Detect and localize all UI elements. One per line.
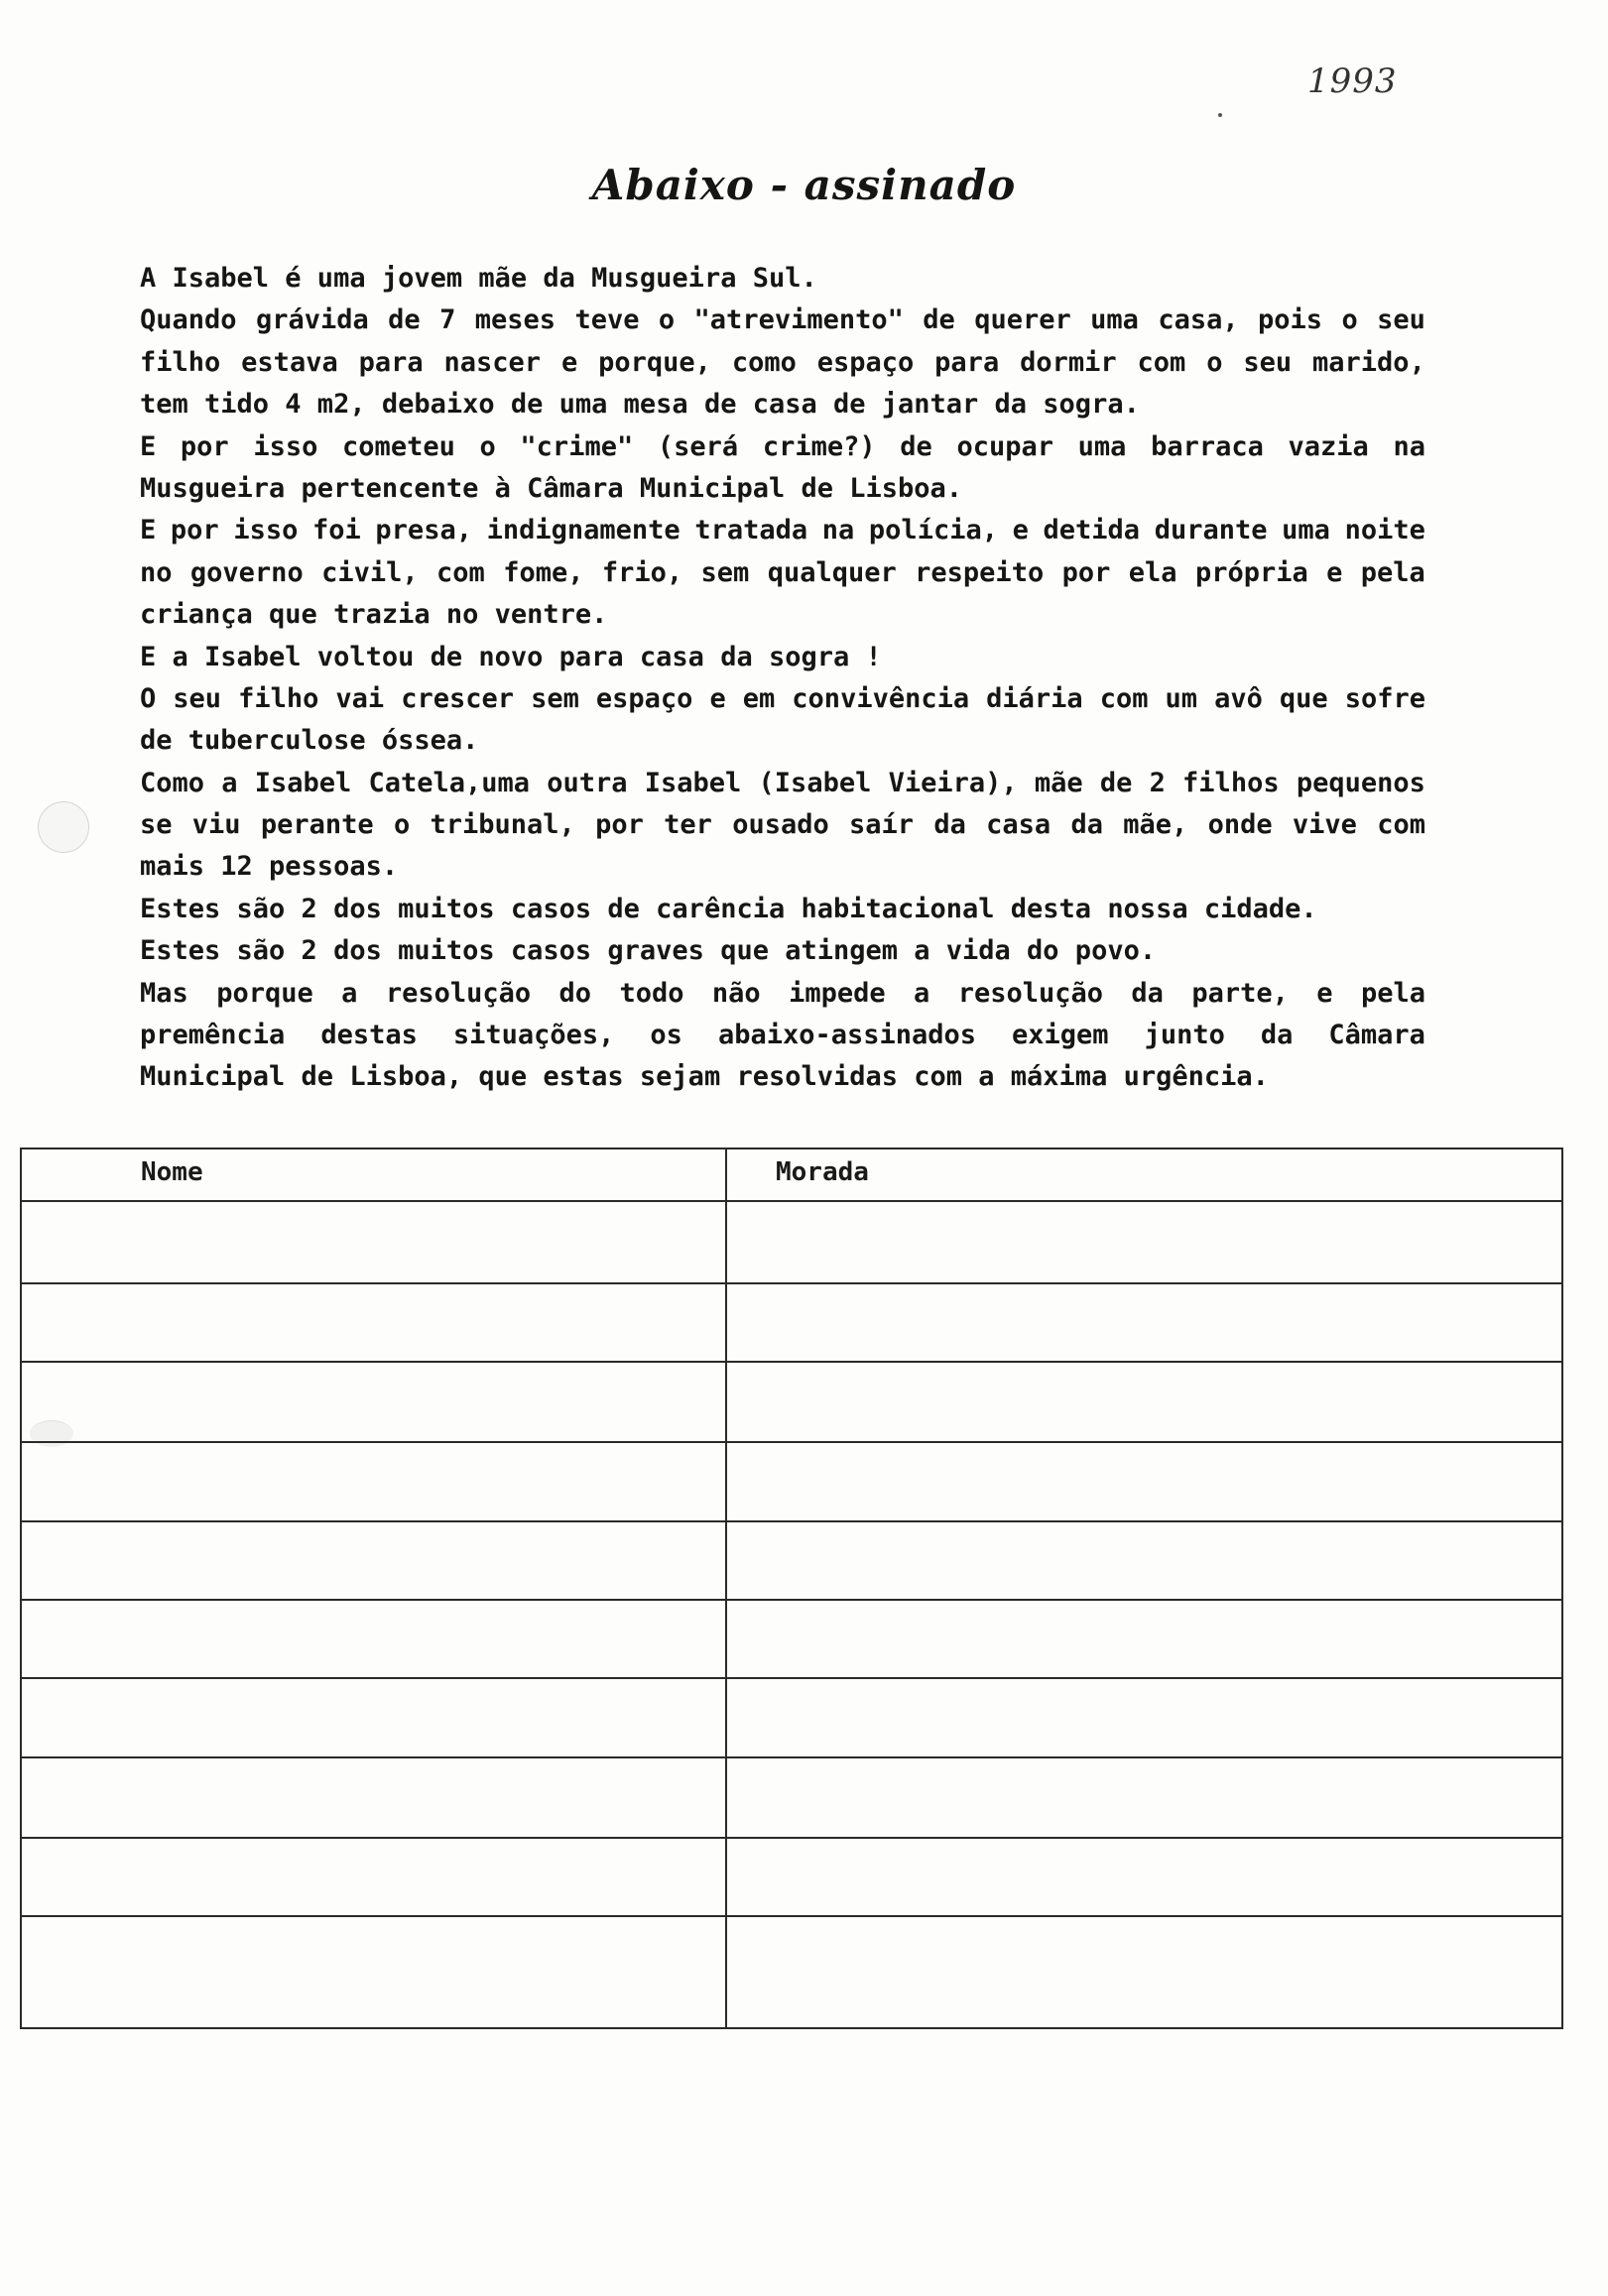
body-word: a bbox=[221, 767, 238, 798]
handwritten-year: 1993 bbox=[1307, 61, 1398, 101]
body-word: dormir bbox=[1020, 346, 1117, 378]
body-word: com bbox=[436, 556, 485, 588]
body-word: uma bbox=[1077, 430, 1127, 462]
body-word: foi bbox=[312, 515, 361, 546]
body-word: frio, bbox=[601, 556, 683, 588]
body-word: por bbox=[180, 430, 229, 462]
body-word: no bbox=[140, 556, 173, 588]
body-word: barraca bbox=[1151, 430, 1264, 462]
body-word: Como bbox=[140, 767, 205, 798]
signature-name-cell[interactable] bbox=[22, 1522, 725, 1599]
body-word: saír bbox=[849, 809, 915, 841]
body-word: ter bbox=[664, 809, 712, 841]
body-word: um bbox=[1165, 682, 1198, 714]
body-word: estava bbox=[241, 346, 338, 378]
body-word: Isabel bbox=[254, 767, 352, 798]
body-word: abaixo-assinados bbox=[717, 1020, 977, 1051]
body-word: o bbox=[658, 304, 676, 336]
body-word: e bbox=[709, 682, 726, 714]
body-word: avô bbox=[1214, 682, 1263, 714]
body-word: própria bbox=[1194, 556, 1308, 588]
body-word: governo bbox=[189, 556, 304, 588]
signature-name-cell[interactable] bbox=[22, 1758, 725, 1837]
body-word: para bbox=[358, 346, 424, 378]
body-word: viu bbox=[191, 809, 241, 841]
signature-address-cell[interactable] bbox=[727, 1284, 1561, 1361]
body-word: o bbox=[393, 809, 411, 841]
body-word: seu bbox=[173, 682, 222, 714]
body-word: da bbox=[1131, 977, 1164, 1009]
signature-name-cell[interactable] bbox=[22, 1202, 725, 1282]
body-word: (será bbox=[657, 430, 739, 462]
body-word: onde bbox=[1207, 809, 1273, 841]
body-word: filhos bbox=[1182, 767, 1280, 798]
body-word: O bbox=[140, 682, 157, 714]
body-word: situações, bbox=[452, 1020, 615, 1051]
body-word: na bbox=[821, 515, 855, 546]
petition-body bbox=[140, 258, 1425, 1099]
body-word: "atrevimento" bbox=[693, 304, 904, 336]
body-word: que bbox=[1279, 682, 1328, 714]
body-line: de tuberculose óssea. bbox=[140, 725, 479, 757]
body-line: tem tido 4 m2, debaixo de uma mesa de casa de jantar da sogra. bbox=[140, 389, 1140, 421]
body-word: (Isabel bbox=[758, 767, 872, 798]
body-line: criança que trazia no ventre. bbox=[140, 599, 608, 631]
body-word: tratada bbox=[694, 515, 808, 546]
body-word: da bbox=[1070, 809, 1103, 841]
body-word: crescer bbox=[401, 682, 515, 714]
body-word: mãe, bbox=[1123, 809, 1188, 841]
body-word: Quando bbox=[140, 304, 237, 336]
body-word: uma bbox=[1090, 304, 1139, 336]
body-line bbox=[140, 763, 1425, 804]
body-word: por bbox=[595, 809, 644, 841]
body-word: sofre bbox=[1344, 682, 1425, 714]
body-word: E bbox=[140, 515, 157, 546]
signature-name-cell[interactable] bbox=[22, 1679, 725, 1756]
body-word: seu bbox=[1377, 304, 1425, 336]
body-word: o bbox=[1206, 346, 1223, 378]
body-line: mais 12 pessoas. bbox=[140, 851, 399, 883]
body-word: seu bbox=[1243, 346, 1293, 378]
body-word: com bbox=[1099, 682, 1149, 714]
body-word: ocupar bbox=[956, 430, 1053, 462]
body-word: presa, bbox=[375, 515, 472, 546]
body-word: noite bbox=[1344, 515, 1425, 546]
signature-address-cell[interactable] bbox=[727, 1758, 1561, 1837]
column-header-nome: Nome bbox=[141, 1157, 203, 1187]
body-word: vazia bbox=[1288, 430, 1369, 462]
body-word: mãe bbox=[1034, 767, 1083, 798]
body-word: e bbox=[1326, 556, 1343, 588]
body-word: fome, bbox=[503, 556, 584, 588]
signature-name-cell[interactable] bbox=[22, 1839, 725, 1915]
body-word: da bbox=[1260, 1020, 1294, 1051]
body-word: por bbox=[170, 515, 219, 546]
body-word: perante bbox=[260, 809, 374, 841]
body-word: Isabel bbox=[644, 767, 742, 798]
body-word: diária bbox=[986, 682, 1083, 714]
body-word: indignamente bbox=[486, 515, 680, 546]
body-word: ousado bbox=[732, 809, 829, 841]
signature-address-cell[interactable] bbox=[727, 1917, 1561, 2027]
body-line: Musgueira pertencente à Câmara Municipal de Lisboa. bbox=[140, 472, 963, 504]
body-word: polícia, bbox=[868, 515, 998, 546]
punch-hole bbox=[38, 801, 89, 853]
column-header-morada: Morada bbox=[776, 1157, 869, 1187]
body-line: E a Isabel voltou de novo para casa da sogra ! bbox=[140, 641, 882, 672]
body-word: grávida bbox=[255, 304, 369, 336]
signature-address-cell[interactable] bbox=[727, 1601, 1561, 1677]
body-word: pela bbox=[1360, 977, 1425, 1009]
signature-name-cell[interactable] bbox=[22, 1363, 725, 1441]
body-word: na bbox=[1393, 430, 1425, 462]
body-line bbox=[140, 678, 1425, 720]
body-word: por bbox=[1061, 556, 1111, 588]
body-word: e bbox=[560, 346, 578, 378]
body-word: em bbox=[742, 682, 776, 714]
body-line bbox=[140, 804, 1425, 846]
body-word: a bbox=[341, 977, 358, 1009]
body-word: premência bbox=[140, 1020, 286, 1051]
signature-name-cell[interactable] bbox=[22, 1284, 725, 1361]
body-word: "crime" bbox=[520, 430, 634, 462]
body-word: isso bbox=[233, 515, 299, 546]
body-word: tribunal, bbox=[430, 809, 575, 841]
body-word: e bbox=[1316, 977, 1333, 1009]
body-word: a bbox=[914, 977, 930, 1009]
body-word: para bbox=[934, 346, 1000, 378]
body-word: Câmara bbox=[1328, 1020, 1425, 1051]
body-word: pois bbox=[1258, 304, 1323, 336]
body-word: pela bbox=[1360, 556, 1425, 588]
body-word: convivência bbox=[792, 682, 970, 714]
body-word: respeito bbox=[915, 556, 1045, 588]
body-word: sem bbox=[531, 682, 579, 714]
body-line bbox=[140, 342, 1425, 384]
body-word: vai bbox=[335, 682, 385, 714]
body-line bbox=[140, 552, 1425, 594]
body-word: durante bbox=[1154, 515, 1268, 546]
body-line bbox=[140, 510, 1425, 551]
body-word: marido, bbox=[1312, 346, 1425, 378]
body-word: espaço bbox=[595, 682, 693, 714]
body-word: o bbox=[479, 430, 496, 462]
body-word: 2 bbox=[1149, 767, 1166, 798]
body-line bbox=[140, 300, 1425, 341]
body-word: de bbox=[1099, 767, 1133, 798]
signature-address-cell[interactable] bbox=[727, 1839, 1561, 1915]
body-word: se bbox=[140, 809, 173, 841]
body-word: Catela,uma bbox=[368, 767, 531, 798]
signature-name-cell[interactable] bbox=[22, 1601, 725, 1677]
body-line: A Isabel é uma jovem mãe da Musgueira Sul. bbox=[140, 263, 817, 294]
body-word: e bbox=[1012, 515, 1029, 546]
body-word: porque, bbox=[598, 346, 711, 378]
body-word: da bbox=[933, 809, 966, 841]
body-word: Vieira), bbox=[888, 767, 1018, 798]
body-word: porque bbox=[216, 977, 313, 1009]
body-word: junto bbox=[1144, 1020, 1225, 1051]
body-word: 7 bbox=[439, 304, 456, 336]
body-word: resolução bbox=[385, 977, 532, 1009]
body-word: nascer bbox=[443, 346, 542, 378]
body-word: vive bbox=[1292, 809, 1357, 841]
body-word: de bbox=[900, 430, 932, 462]
signature-name-cell[interactable] bbox=[22, 1917, 725, 2027]
body-word: como bbox=[731, 346, 797, 378]
signature-address-cell[interactable] bbox=[727, 1363, 1561, 1441]
body-word: de bbox=[388, 304, 421, 336]
body-word: outra bbox=[547, 767, 628, 798]
body-word: casa bbox=[986, 809, 1051, 841]
signature-table bbox=[20, 1148, 1563, 2029]
body-word: todo bbox=[619, 977, 684, 1009]
body-word: espaço bbox=[816, 346, 915, 378]
body-line: Estes são 2 dos muitos casos de carência habitacional desta nossa cidade. bbox=[140, 893, 1317, 924]
body-word: com bbox=[1377, 809, 1425, 841]
body-word: filho bbox=[238, 682, 319, 714]
body-word: pequenos bbox=[1296, 767, 1425, 798]
body-word: resolução bbox=[957, 977, 1104, 1009]
body-word: querer bbox=[974, 304, 1071, 336]
signature-address-cell[interactable] bbox=[727, 1679, 1561, 1756]
signature-address-cell[interactable] bbox=[727, 1522, 1561, 1599]
body-word: crime?) bbox=[762, 430, 876, 462]
signature-name-cell[interactable] bbox=[22, 1443, 725, 1520]
body-line bbox=[140, 1015, 1425, 1056]
signature-address-cell[interactable] bbox=[727, 1443, 1561, 1520]
petition-title: Abaixo - assinado bbox=[591, 161, 1017, 209]
body-line: Estes são 2 dos muitos casos graves que atingem a vida do povo. bbox=[140, 935, 1157, 967]
body-word: de bbox=[923, 304, 955, 336]
body-word: detida bbox=[1043, 515, 1141, 546]
body-word: o bbox=[1341, 304, 1358, 336]
body-word: teve bbox=[574, 304, 640, 336]
body-word: sem bbox=[700, 556, 750, 588]
body-word: os bbox=[650, 1020, 682, 1051]
body-word: uma bbox=[1282, 515, 1330, 546]
body-line: Municipal de Lisboa, que estas sejam resolvidas com a máxima urgência. bbox=[140, 1061, 1269, 1093]
body-word: não bbox=[711, 977, 761, 1009]
body-word: filho bbox=[140, 346, 221, 378]
body-word: ela bbox=[1128, 556, 1177, 588]
body-word: cometeu bbox=[342, 430, 455, 462]
body-word: destas bbox=[320, 1020, 418, 1051]
ink-speck bbox=[1218, 113, 1222, 117]
body-word: exigem bbox=[1012, 1020, 1109, 1051]
body-word: meses bbox=[474, 304, 557, 336]
body-word: impede bbox=[789, 977, 886, 1009]
body-word: parte, bbox=[1191, 977, 1289, 1009]
body-word: Mas bbox=[140, 977, 188, 1009]
signature-address-cell[interactable] bbox=[727, 1202, 1561, 1282]
body-line bbox=[140, 426, 1425, 468]
body-word: com bbox=[1137, 346, 1186, 378]
body-word: casa, bbox=[1158, 304, 1239, 336]
body-line bbox=[140, 973, 1425, 1015]
body-word: qualquer bbox=[767, 556, 897, 588]
body-word: do bbox=[558, 977, 592, 1009]
body-word: civil, bbox=[321, 556, 419, 588]
body-word: isso bbox=[253, 430, 318, 462]
body-word: E bbox=[140, 430, 157, 462]
